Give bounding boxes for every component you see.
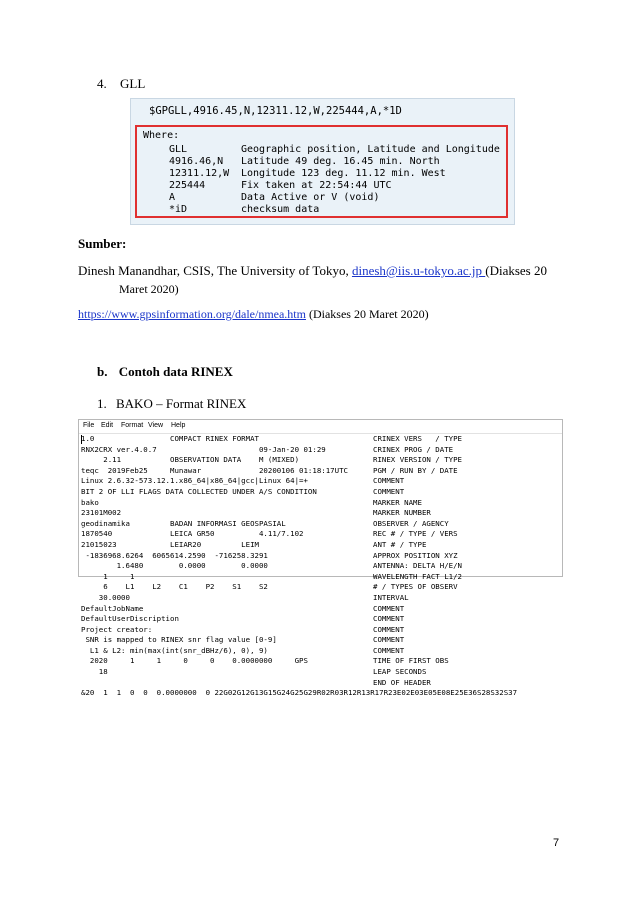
rinex-heading-text: Contoh data RINEX [118, 364, 233, 379]
rinex-line-data: 30.0000 [81, 592, 130, 602]
gll-row-desc: Data Active or V (void) [241, 192, 380, 203]
gll-row-key: *iD [169, 204, 188, 215]
source-line-1 [78, 263, 558, 279]
rinex-line-data: 1 1 [81, 571, 135, 581]
rinex-line-data: geodinamika BADAN INFORMASI GEOSPASIAL [81, 518, 286, 528]
rinex-line [81, 688, 562, 699]
menu-format[interactable]: Format [121, 422, 144, 429]
menu-view[interactable]: View [148, 422, 164, 429]
gll-row-key: 4916.46,N [169, 156, 224, 167]
rinex-line [81, 551, 562, 562]
rinex-line [81, 508, 562, 519]
rinex-line [81, 455, 562, 466]
rinex-item [97, 396, 246, 412]
rinex-line-data: 1870540 LEICA GR50 4.11/7.102 [81, 529, 304, 539]
rinex-line [81, 487, 562, 498]
rinex-line-data: RNX2CRX ver.4.0.7 09-Jan-20 01:29 [81, 444, 326, 454]
rinex-line-label: CRINEX VERS / TYPE [373, 434, 462, 443]
rinex-line-label: REC # / TYPE / VERS [373, 529, 458, 539]
rinex-line [81, 656, 562, 667]
rinex-line-label: CRINEX PROG / DATE [373, 444, 454, 454]
gll-where-box [135, 125, 508, 218]
rinex-line-data: &20 1 1 0 0 0.0000000 0 22G02G12G13G15G24G25G29R02R03R12R13R17R23E02E03E05E08E25E36S28S32S37 [81, 688, 518, 698]
source-accessed-1: (Diakses 20 [485, 263, 547, 278]
rinex-line-data: 1.0 COMPACT RINEX FORMAT [81, 434, 259, 443]
rinex-line [81, 561, 562, 572]
menu-edit[interactable]: Edit [101, 422, 114, 429]
rinex-line-label: ANT # / TYPE [373, 539, 427, 549]
rinex-line-label: COMMENT [373, 645, 405, 655]
rinex-line-label: APPROX POSITION XYZ [373, 550, 458, 560]
source-accessed-cont: Maret 2020) [119, 282, 179, 296]
rinex-line-data: L1 & L2: min(max(int(snr_dBHz/6), 0), 9) [81, 645, 268, 655]
source-accessed-2: (Diakses 20 Maret 2020) [305, 307, 429, 321]
rinex-line-data: Linux 2.6.32-573.12.1.x86_64|x86_64|gcc|Linux 64|=+ [81, 476, 308, 486]
gll-sentence: $GPGLL,4916.45,N,12311.12,W,225444,A,*1D [149, 105, 402, 117]
rinex-line-label: END OF HEADER [373, 677, 431, 687]
gll-figure [130, 98, 515, 225]
source-author: Dinesh Manandhar, CSIS, The University of Tokyo, [78, 263, 352, 278]
rinex-line-data: 21015023 LEIAR20 LEIM [81, 539, 259, 549]
rinex-line-data: Project creator: [81, 624, 153, 634]
rinex-line-label: LEAP SECONDS [373, 667, 427, 677]
source-email-link[interactable]: dinesh@iis.u-tokyo.ac.jp [351, 263, 486, 278]
source-line-2 [78, 307, 429, 322]
rinex-line-label: COMMENT [373, 635, 405, 645]
rinex-line-label: OBSERVER / AGENCY [373, 518, 449, 528]
gll-row-desc: Latitude 49 deg. 16.45 min. North [241, 156, 440, 167]
gll-row-desc: Fix taken at 22:54:44 UTC [241, 180, 392, 191]
rinex-line-data: DefaultUserDiscription [81, 614, 179, 624]
rinex-line-label: COMMENT [373, 486, 405, 496]
source-heading: Sumber: [78, 236, 127, 251]
rinex-line [81, 572, 562, 583]
gll-row-desc: Longitude 123 deg. 11.12 min. West [241, 168, 446, 179]
menu-file[interactable]: File [83, 422, 95, 429]
gll-row-key: 225444 [169, 180, 206, 191]
rinex-line-data: DefaultJobName [81, 603, 144, 613]
rinex-line [81, 646, 562, 657]
rinex-line-label: MARKER NUMBER [373, 508, 431, 518]
rinex-line [81, 476, 562, 487]
rinex-line [81, 635, 562, 646]
rinex-line-data: bako [81, 497, 99, 507]
menu-help[interactable]: Help [171, 422, 186, 429]
rinex-line [81, 445, 562, 456]
rinex-line-label: RINEX VERSION / TYPE [373, 455, 462, 465]
rinex-line-data: BIT 2 OF LLI FLAGS DATA COLLECTED UNDER A/S CONDITION [81, 486, 317, 496]
rinex-heading [97, 364, 233, 380]
gll-item-title: GLL [120, 76, 146, 91]
rinex-line [81, 625, 562, 636]
notepad-window [78, 419, 563, 698]
rinex-line-label: ANTENNA: DELTA H/E/N [373, 561, 462, 571]
rinex-line-label: INTERVAL [373, 592, 409, 602]
rinex-line-data: 1.6480 0.0000 0.0000 [81, 561, 268, 571]
gll-row-key: 12311.12,W [169, 168, 230, 179]
rinex-line-label: TIME OF FIRST OBS [373, 656, 449, 666]
notepad-text-area[interactable] [81, 434, 562, 699]
gll-row-desc: checksum data [241, 204, 320, 215]
rinex-line-data: 23101M002 [81, 508, 122, 518]
rinex-line-label: COMMENT [373, 624, 405, 634]
rinex-line [81, 529, 562, 540]
rinex-item-title: BAKO – Format RINEX [116, 396, 247, 411]
rinex-line-data: 2020 1 1 0 0 0.0000000 GPS [81, 656, 308, 666]
gll-item [97, 76, 145, 92]
rinex-line-data: SNR is mapped to RINEX snr flag value [0-9] [81, 635, 277, 645]
rinex-line [81, 519, 562, 530]
rinex-line [81, 667, 562, 678]
rinex-line-label: # / TYPES OF OBSERV [373, 582, 458, 592]
page-number: 7 [553, 837, 560, 849]
rinex-line-data: 6 L1 L2 C1 P2 S1 S2 [81, 582, 268, 592]
rinex-line [81, 678, 562, 689]
rinex-item-number: 1. [97, 396, 107, 411]
rinex-line-data: 2.11 OBSERVATION DATA M (MIXED) [81, 455, 300, 465]
notepad-menu-bar [79, 420, 562, 434]
rinex-line [81, 593, 562, 604]
rinex-line-label: COMMENT [373, 603, 405, 613]
gll-item-number: 4. [97, 76, 107, 91]
rinex-heading-letter: b. [97, 364, 108, 379]
gll-row-key: A [169, 192, 176, 203]
rinex-line [81, 498, 562, 509]
rinex-line-label: COMMENT [373, 614, 405, 624]
rinex-line-data: 18 [81, 667, 108, 677]
rinex-line [81, 434, 562, 445]
gll-row-desc: Geographic position, Latitude and Longitude [241, 144, 500, 155]
rinex-line [81, 466, 562, 477]
gll-where-label: Where: [143, 130, 180, 141]
rinex-line [81, 604, 562, 615]
rinex-line-label: MARKER NAME [373, 497, 422, 507]
rinex-line-label: COMMENT [373, 476, 405, 486]
rinex-line-label: PGM / RUN BY / DATE [373, 465, 458, 475]
source-url-link[interactable]: https://www.gpsinformation.org/dale/nmea.htm [78, 307, 306, 321]
rinex-line [81, 540, 562, 551]
gll-row-key: GLL [169, 144, 188, 155]
rinex-line-data: -1836968.6264 6065614.2590 -716258.3291 [81, 550, 268, 560]
rinex-line [81, 614, 562, 625]
rinex-line [81, 582, 562, 593]
rinex-line-data: teqc 2019Feb25 Munawar 20200106 01:18:17UTC [81, 465, 348, 475]
rinex-line-label: WAVELENGTH FACT L1/2 [373, 571, 462, 581]
